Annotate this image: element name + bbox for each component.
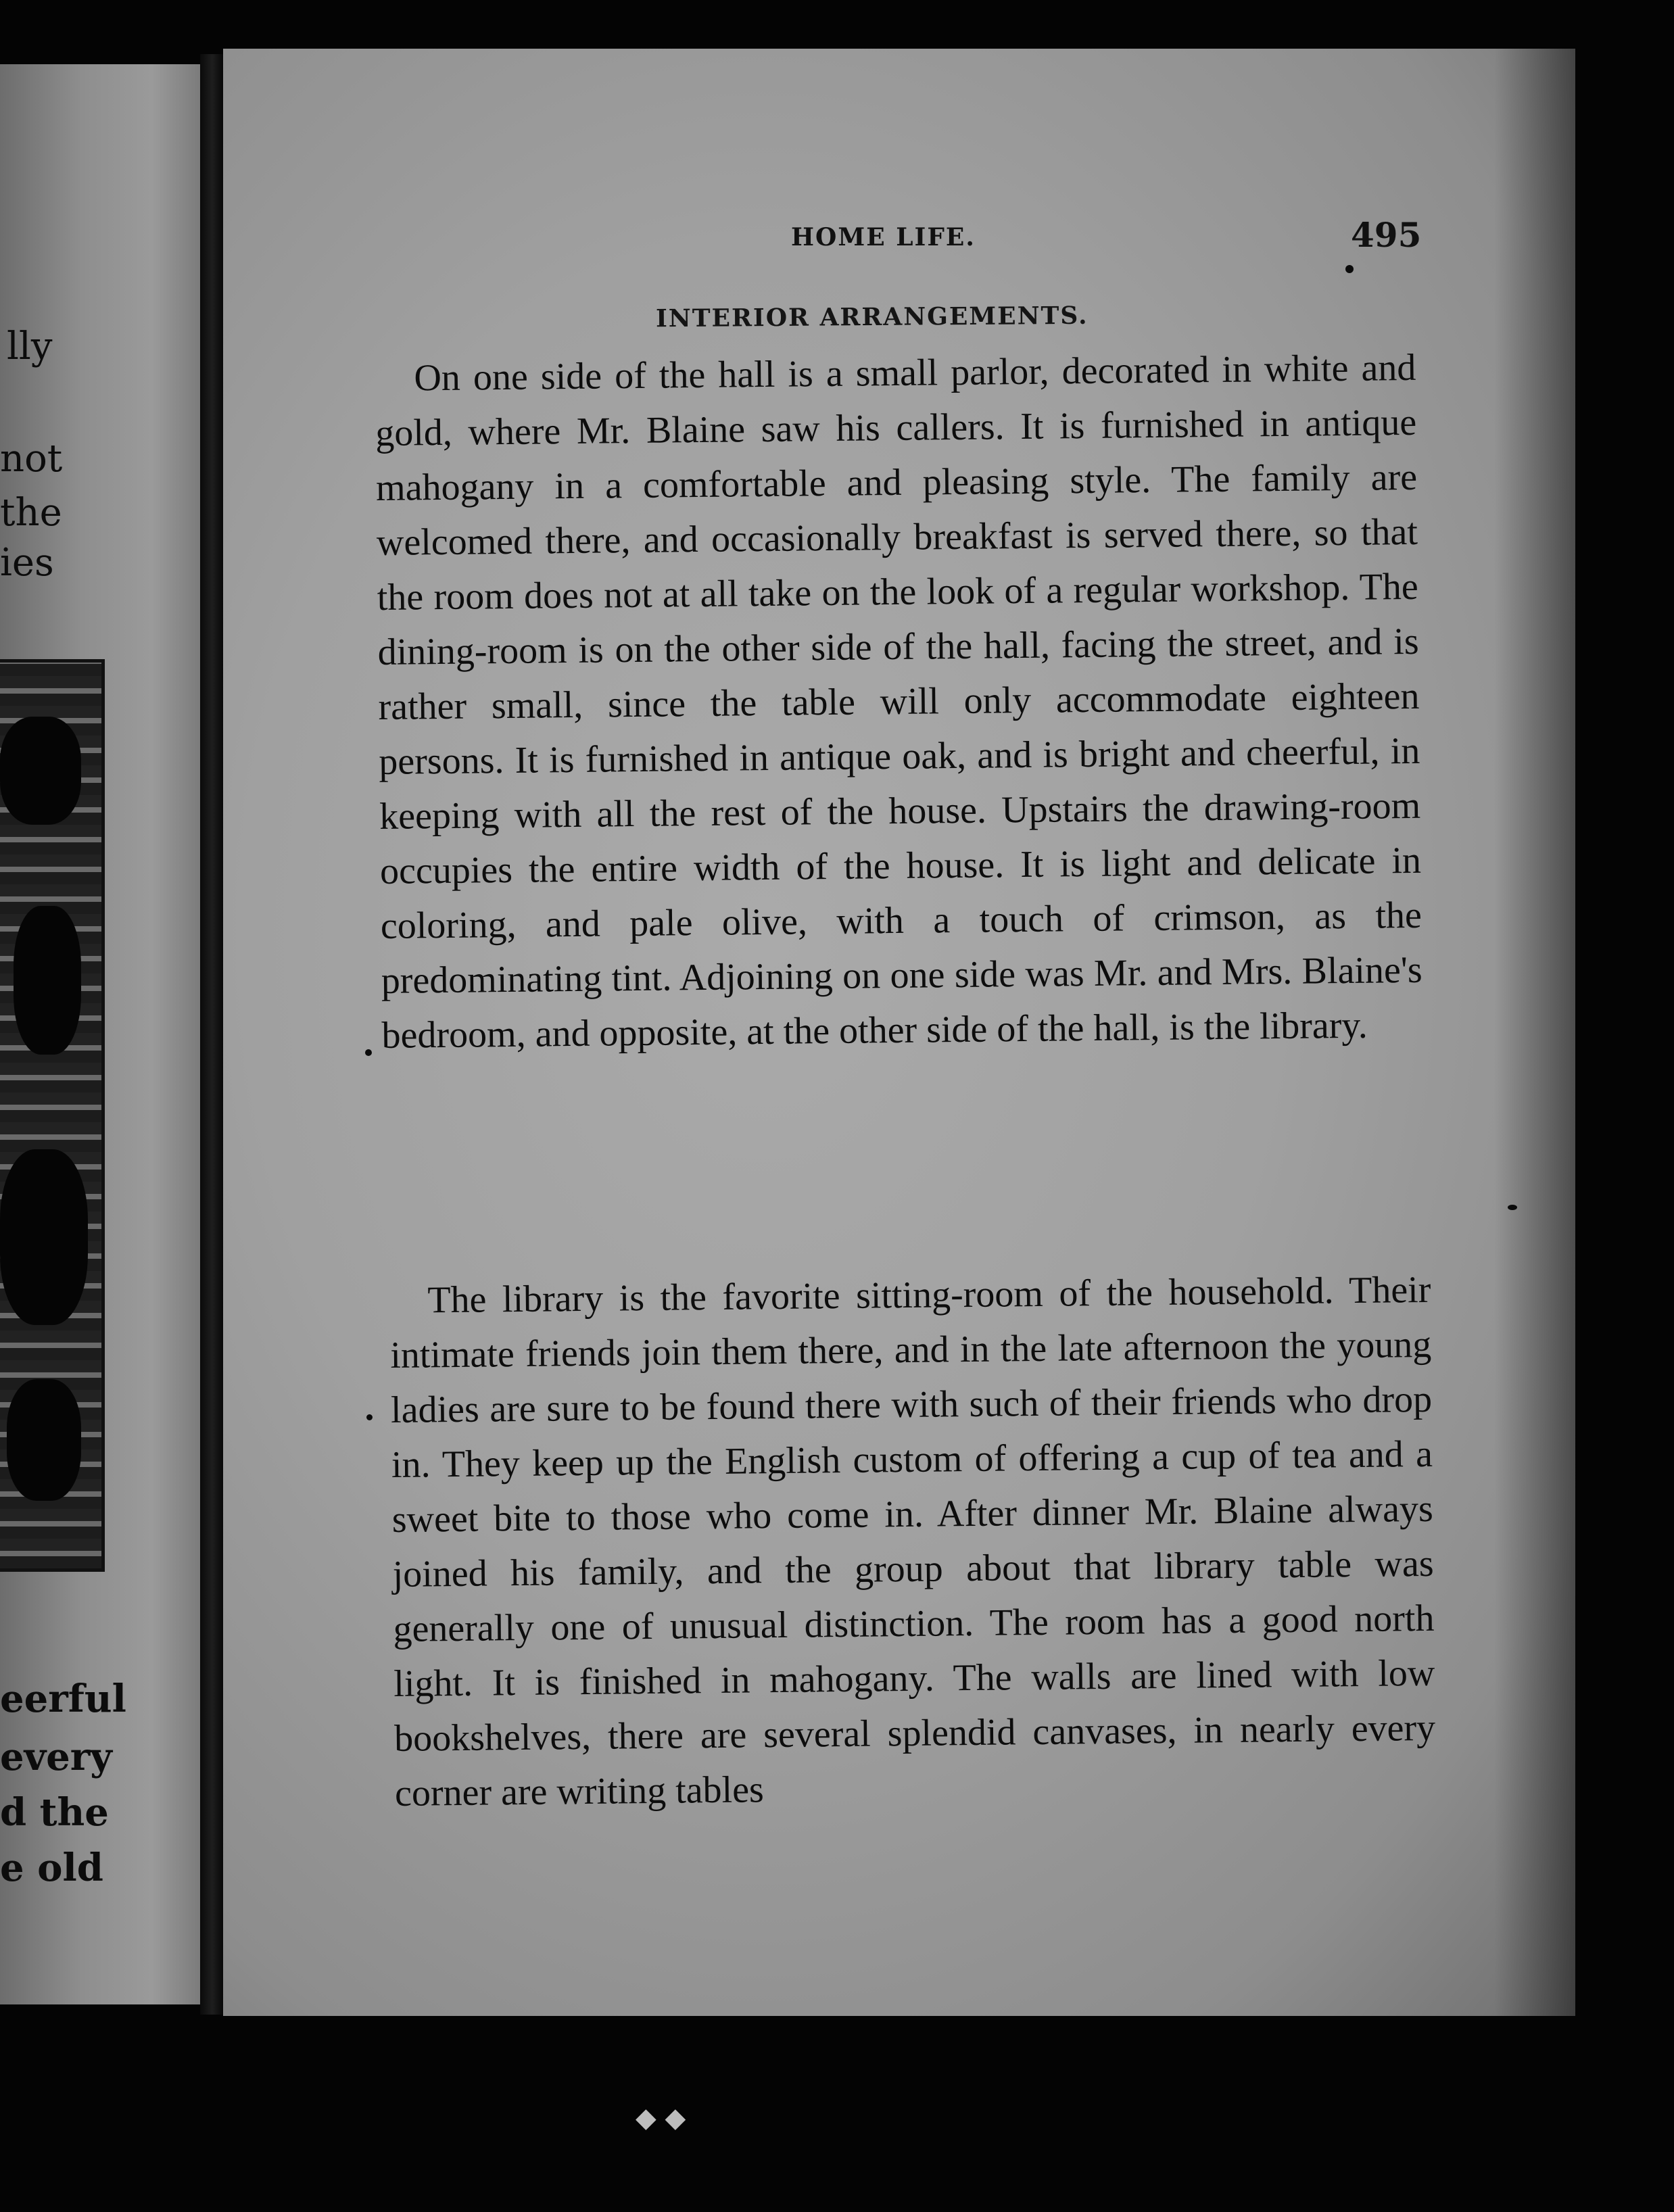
- page-edge-shadow: [1494, 49, 1575, 2016]
- body-paragraph: The library is the favorite sitting-room of the household. Their intimate friends join them there, and in the late afternoon the young ladies are sure to be found there with such of their friends who drop in. They keep up the English custom of offering a cup of tea and a sweet bite to those who come in. After dinner Mr. Blaine always joined his family, and the group about that library table was generally one of unusual distinction. The room has a good north light. It is finished in mahogany. The walls are lined with low bookshelves, there are several splendid canvases, in nearly every corner are writing tables: [389, 1268, 1436, 1814]
- scan-margin-mark: ◆ ◆: [636, 2102, 686, 2134]
- left-fragment: lly: [7, 324, 53, 368]
- left-page-illustration: [0, 659, 105, 1572]
- page-number: 495: [1351, 215, 1422, 255]
- left-fragment: d the: [0, 1790, 109, 1835]
- right-page: [223, 49, 1575, 2016]
- print-speck: [1345, 265, 1354, 273]
- left-fragment: e old: [0, 1846, 103, 1890]
- left-fragment: ies: [0, 541, 54, 585]
- running-head: [223, 215, 1575, 270]
- print-speck: [365, 1049, 372, 1056]
- left-fragment: eerful: [0, 1677, 126, 1721]
- print-speck: [1508, 1205, 1517, 1210]
- left-fragment: the: [0, 491, 62, 535]
- running-head-title: HOME LIFE.: [791, 223, 976, 251]
- section-heading: INTERIOR ARRANGEMENTS.: [655, 301, 1089, 333]
- print-speck: [366, 1414, 373, 1420]
- body-paragraph: On one side of the hall is a small parlor, decorated in white and gold, where Mr. Blaine saw his callers. It is furnished in antique mahogany in a comfortable and pleasing style. The family are welcomed there, and occasionally breakfast is served there, so that the room does not at all take on the look of a regular workshop. The dining-room is on the other side of the hall, facing the street, and is rather small, since the table will only accommodate eighteen persons. It is furnished in antique oak, and is bright and cheerful, in keeping with all the rest of the house. Upstairs the drawing-room occupies the entire width of the house. It is light and delicate in coloring, and pale olive, with a touch of crimson, as the predominating tint. Adjoining on one side was Mr. and Mrs. Blaine's bedroom, and opposite, at the other side of the hall, is the library.: [375, 346, 1422, 1057]
- left-page-sliver: [0, 64, 203, 2004]
- book-gutter: [200, 54, 224, 2015]
- left-fragment: not: [0, 437, 63, 481]
- left-fragment: every: [0, 1735, 112, 1779]
